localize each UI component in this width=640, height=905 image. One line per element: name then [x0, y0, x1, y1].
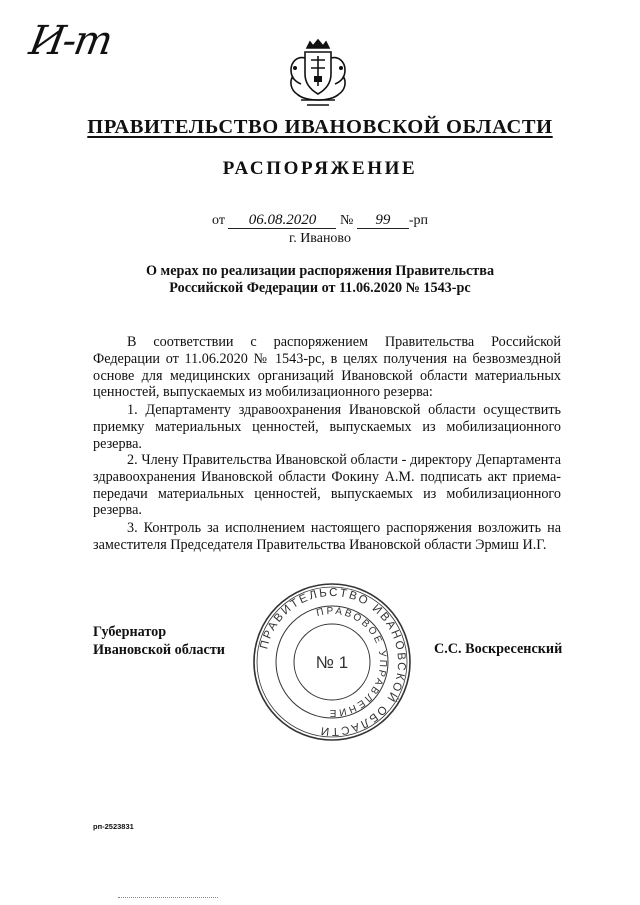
signatory-name: С.С. Воскресенский	[434, 641, 563, 657]
coat-of-arms-emblem	[283, 38, 353, 110]
official-stamp	[252, 582, 412, 742]
number-suffix: -рп	[408, 213, 428, 228]
body-paragraph-2: 1. Департаменту здравоохранения Ивановской области осуществить приемку материальных ценностей, выпускаемых из мобилизационного резерва.	[93, 402, 561, 452]
body-paragraph-4: 3. Контроль за исполнением настоящего распоряжения возложить на заместителя Председателя Правительства Ивановской области Эрмиш И.Г.	[93, 520, 561, 553]
handwritten-mark: И-т	[25, 18, 115, 64]
scan-artifact	[118, 897, 218, 900]
organization-title	[0, 116, 640, 139]
signatory-position-line-2: Ивановской области	[93, 642, 225, 658]
stamp-number: № 1	[315, 653, 349, 672]
subject-line-1: О мерах по реализации распоряжения Правительства	[145, 263, 495, 279]
subject-line-2: Российской Федерации от 11.06.2020 № 1543-рс	[169, 280, 471, 296]
dateline	[0, 212, 640, 229]
document-type: РАСПОРЯЖЕНИЕ	[222, 158, 418, 179]
body-paragraph-3: 2. Члену Правительства Ивановской области - директору Департамента здравоохранения Ивановской области Фокину А.М. подписать акт приема-передачи материальных ценностей, выпускаемых из мобилизационного резерва.	[93, 452, 561, 519]
stamp-outer-text: ПРАВИТЕЛЬСТВО ИВАНОВСКОЙ ОБЛАСТИ	[258, 586, 408, 738]
body-paragraph-1: В соответствии с распоряжением Правительства Российской Федерации от 11.06.2020 № 1543-рс, в целях получения на безвозмездной основе для медицинских организаций Ивановской области материальных ценностей, выпускаемых из мобилизационного резерва:	[93, 334, 561, 401]
document-number: 99	[357, 212, 409, 229]
document-code: рп-2523831	[93, 822, 134, 831]
signatory-position	[93, 623, 225, 659]
signatory-position-line-1: Губернатор	[93, 624, 167, 640]
number-sign: №	[339, 213, 354, 228]
organization-title-text: ПРАВИТЕЛЬСТВО ИВАНОВСКОЙ ОБЛАСТИ	[87, 116, 553, 138]
stamp-inner-text: ПРАВОВОЕ УПРАВЛЕНИЕ	[315, 605, 389, 719]
date-prefix: от	[212, 213, 225, 228]
document-subject	[90, 263, 550, 297]
document-date: 06.08.2020	[228, 212, 336, 229]
city: г. Иваново	[289, 231, 351, 246]
